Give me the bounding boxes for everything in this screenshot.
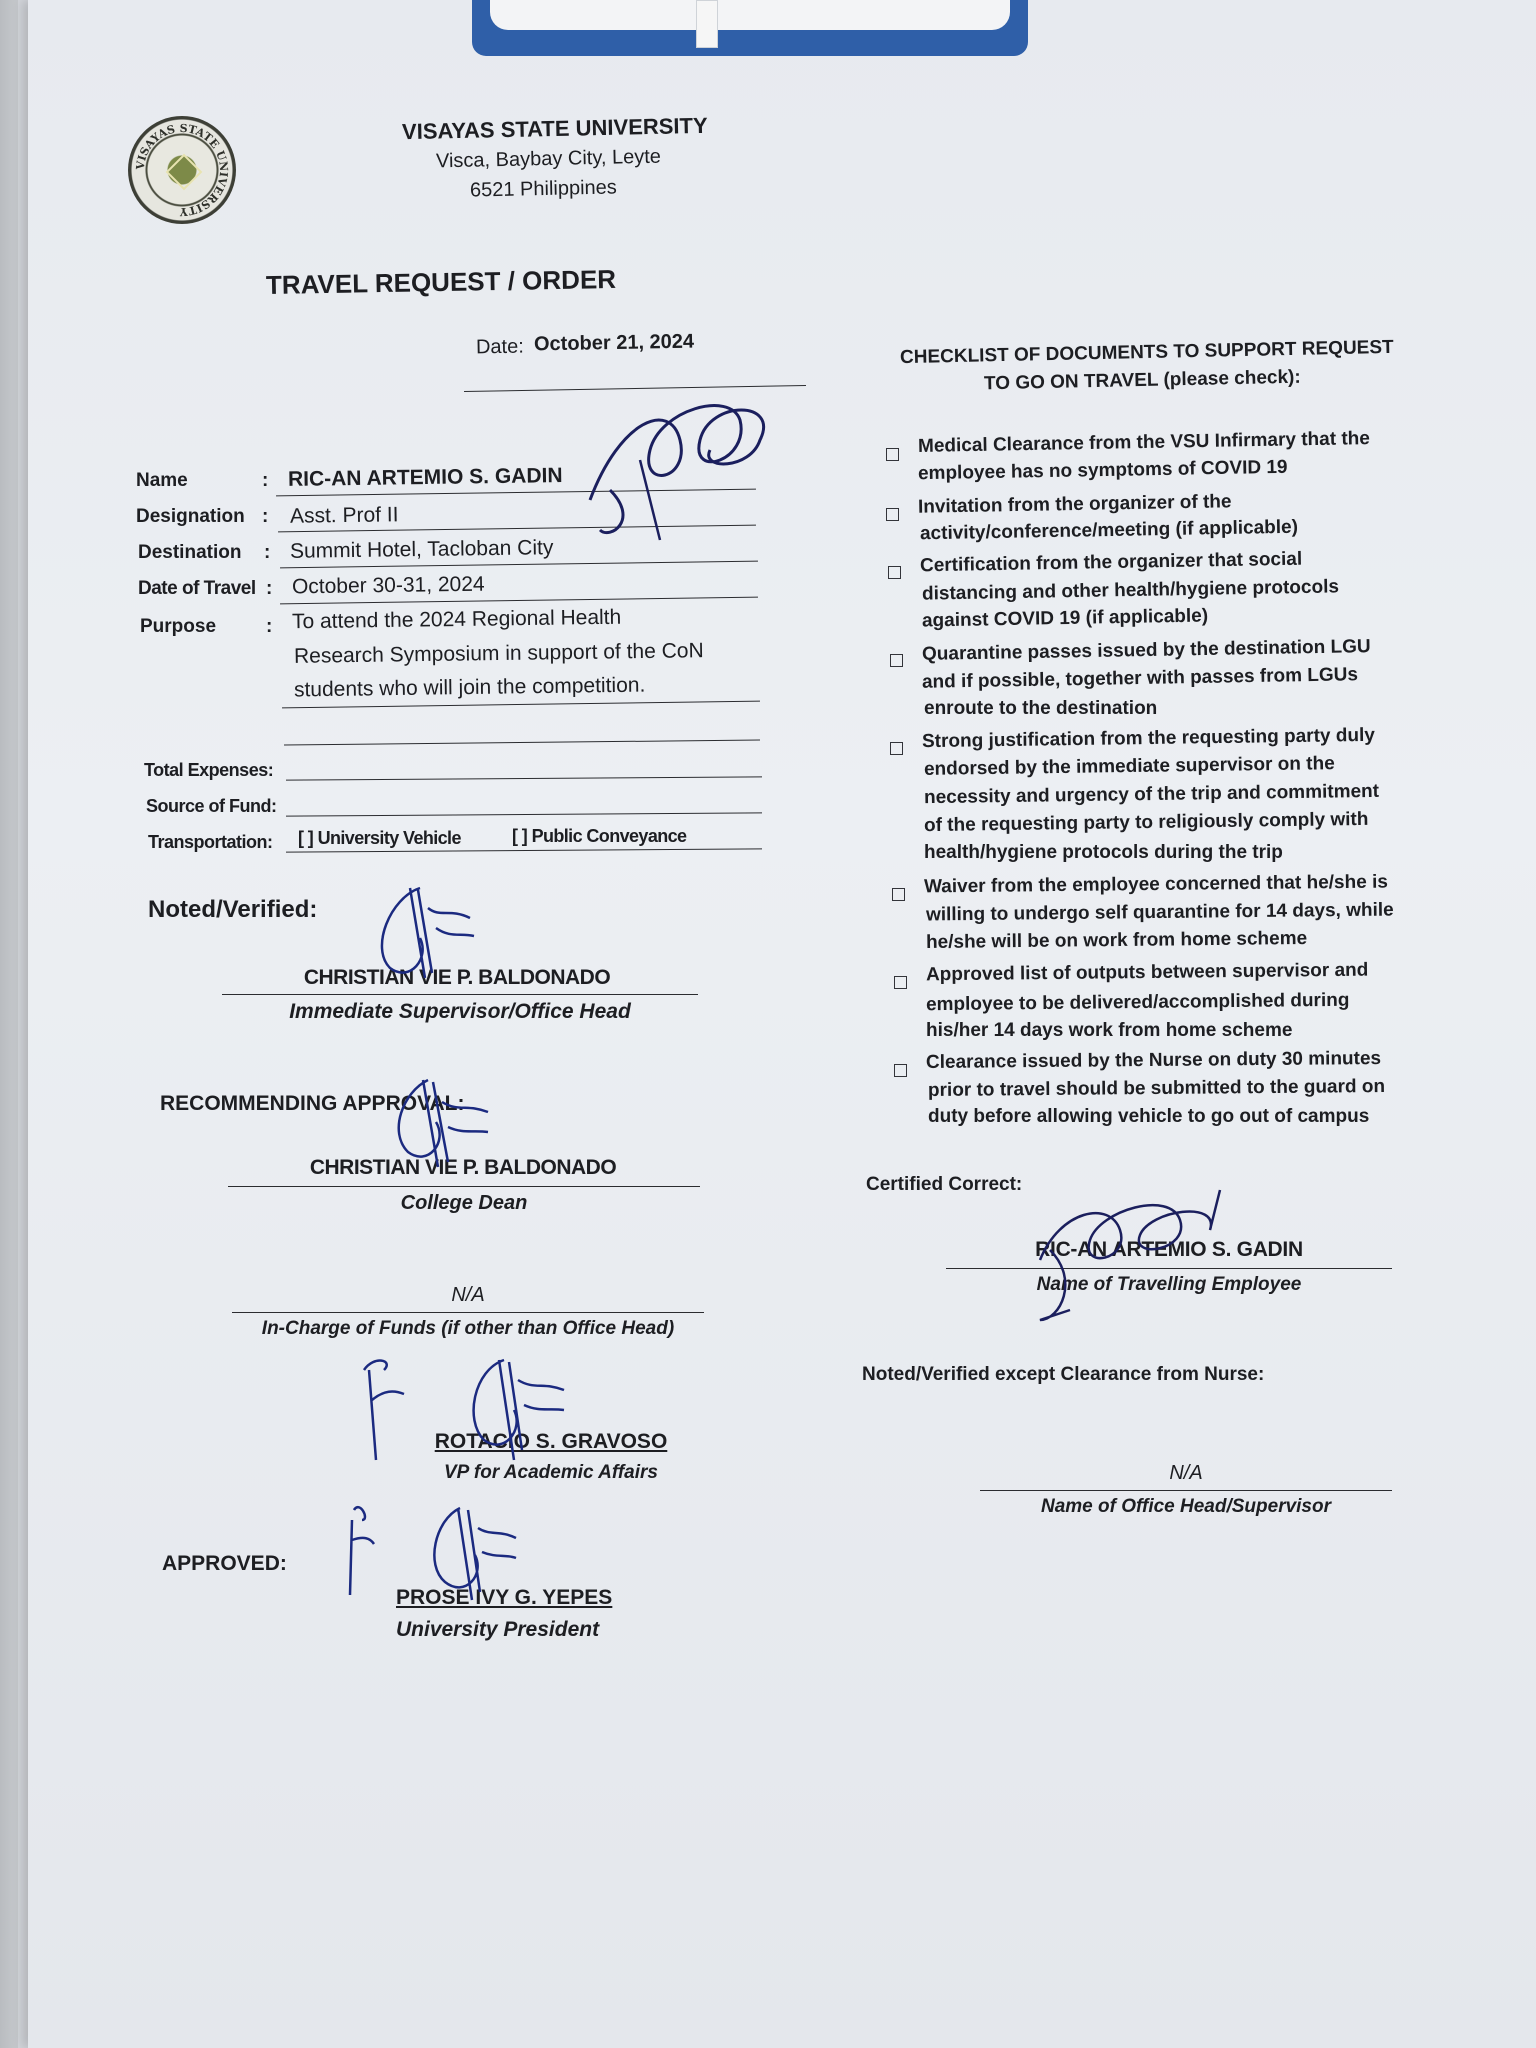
- dean-signature: [378, 1072, 498, 1172]
- recommending-approval-label: RECOMMENDING APPROVAL:: [160, 1092, 465, 1115]
- checklist-item-3-line3: against COVID 19 (if applicable): [921, 605, 1209, 632]
- checklist-item-6-line1: Waiver from the employee concerned that he/she is: [923, 871, 1388, 898]
- checklist-item-5-line5: health/hygiene protocols during the trip: [924, 842, 1283, 863]
- checklist-item-6-line2: willing to undergo self quarantine for 14 days, while: [925, 899, 1394, 926]
- checklist-title-line1: CHECKLIST OF DOCUMENTS TO SUPPORT REQUEST: [899, 336, 1394, 369]
- checklist-checkbox-1[interactable]: [886, 448, 899, 461]
- president-name: PROSE IVY G. YEPES: [396, 1586, 613, 1609]
- transport-option-public-conveyance: [ ] Public Conveyance: [512, 826, 687, 846]
- noted-except-nurse-label: Noted/Verified except Clearance from Nurse:: [862, 1364, 1265, 1385]
- svg-text:VISAYAS STATE UNIVERSITY: [134, 122, 231, 218]
- vp-signature: [354, 1350, 594, 1480]
- date-value: October 21, 2024: [533, 330, 695, 356]
- designation-colon: :: [262, 506, 269, 527]
- seal-text: VISAYAS STATE UNIVERSITY: [133, 121, 231, 219]
- approved-label: APPROVED:: [162, 1552, 287, 1575]
- checklist-item-8-line1: Clearance issued by the Nurse on duty 30 minutes: [925, 1048, 1382, 1073]
- checklist-item-4-line1: Quarantine passes issued by the destination LGU: [921, 636, 1371, 665]
- supervisor-name: CHRISTIAN VIE P. BALDONADO: [303, 966, 611, 989]
- dean-title: College Dean: [400, 1192, 528, 1214]
- date-of-travel-label: Date of Travel: [138, 578, 256, 599]
- purpose-value-line1: To attend the 2024 Regional Health: [291, 605, 622, 634]
- travelling-employee-title: Name of Travelling Employee: [1036, 1274, 1302, 1295]
- destination-label: Destination: [138, 542, 242, 563]
- checklist-item-6-line3: he/she will be on work from home scheme: [925, 928, 1308, 953]
- designation-label: Designation: [136, 506, 245, 527]
- name-label: Name: [136, 470, 188, 491]
- checklist-item-2-line1: Invitation from the organizer of the: [917, 491, 1232, 518]
- purpose-colon: :: [266, 616, 273, 637]
- vp-title: VP for Academic Affairs: [443, 1462, 658, 1483]
- checklist-checkbox-6[interactable]: [892, 888, 905, 901]
- university-name: VISAYAS STATE UNIVERSITY: [401, 112, 708, 145]
- checklist-title-line2: TO GO ON TRAVEL (please check):: [983, 366, 1301, 395]
- checklist-checkbox-2[interactable]: [886, 508, 899, 521]
- form-title: TRAVEL REQUEST / ORDER: [265, 263, 617, 301]
- office-head-title: Name of Office Head/Supervisor: [1040, 1496, 1332, 1517]
- purpose-value-line2: Research Symposium in support of the CoN: [293, 639, 704, 668]
- name-colon: :: [262, 470, 269, 491]
- requester-signature: [580, 380, 800, 550]
- university-address-line2: 6521 Philippines: [469, 176, 617, 202]
- checklist-item-5-line3: necessity and urgency of the trip and commitment: [923, 780, 1380, 809]
- checklist-item-7-line3: his/her 14 days work from home scheme: [926, 1020, 1293, 1041]
- office-head-signature-line: [980, 1490, 1392, 1491]
- travelling-employee-name: RIC-AN ARTEMIO S. GADIN: [1035, 1238, 1303, 1261]
- university-address-line1: Visca, Baybay City, Leyte: [435, 145, 662, 173]
- checklist-checkbox-5[interactable]: [890, 742, 903, 755]
- dean-signature-line: [228, 1186, 700, 1187]
- funds-in-charge-value: N/A: [451, 1284, 485, 1306]
- purpose-value-line3: students who will join the competition.: [293, 673, 646, 702]
- seal-ring-text: [128, 116, 236, 224]
- destination-colon: :: [264, 542, 271, 563]
- office-head-value: N/A: [1169, 1462, 1203, 1484]
- source-of-fund-label: Source of Fund:: [146, 796, 277, 816]
- dean-name: CHRISTIAN VIE P. BALDONADO: [309, 1156, 617, 1179]
- supervisor-signature: [350, 878, 490, 988]
- date-of-travel-value: October 30-31, 2024: [291, 572, 485, 599]
- vp-name: ROTACIO S. GRAVOSO: [434, 1430, 668, 1453]
- checklist-checkbox-7[interactable]: [894, 976, 907, 989]
- purpose-label: Purpose: [140, 616, 217, 637]
- funds-in-charge-title: In-Charge of Funds (if other than Office Head): [261, 1318, 675, 1339]
- destination-value: Summit Hotel, Tacloban City: [289, 536, 554, 563]
- binder-clip-inner: [490, 0, 1010, 30]
- checklist-item-4-line2: and if possible, together with passes from LGUs: [921, 664, 1359, 693]
- checklist-checkbox-8[interactable]: [894, 1064, 907, 1077]
- date-of-travel-colon: :: [266, 578, 273, 599]
- name-value: RIC-AN ARTEMIO S. GADIN: [287, 464, 563, 491]
- president-signature: [340, 1500, 540, 1610]
- funds-signature-line: [232, 1312, 704, 1313]
- total-expenses-label: Total Expenses:: [144, 760, 274, 780]
- designation-value: Asst. Prof II: [289, 503, 399, 528]
- checklist-item-7-line1: Approved list of outputs between supervisor and: [925, 959, 1369, 986]
- certified-correct-label: Certified Correct:: [866, 1174, 1023, 1195]
- checklist-item-3-line1: Certification from the organizer that social: [919, 548, 1303, 577]
- checklist-item-1-line1: Medical Clearance from the VSU Infirmary that the: [917, 428, 1371, 457]
- employee-certification-signature: [1020, 1180, 1250, 1330]
- date-label: Date:: [475, 335, 524, 359]
- checklist-item-3-line2: distancing and other health/hygiene protocols: [921, 576, 1340, 605]
- checklist-item-4-line3: enroute to the destination: [924, 698, 1158, 719]
- checklist-item-8-line3: duty before allowing vehicle to go out of campus: [928, 1106, 1370, 1127]
- supervisor-signature-line: [222, 994, 698, 995]
- noted-verified-label: Noted/Verified:: [148, 896, 318, 923]
- checklist-item-2-line2: activity/conference/meeting (if applicable): [919, 516, 1299, 545]
- checklist-item-5-line2: endorsed by the immediate supervisor on the: [923, 753, 1335, 780]
- checklist-checkbox-3[interactable]: [888, 566, 901, 579]
- checklist-checkbox-4[interactable]: [890, 654, 903, 667]
- binder-clip-tab: [696, 0, 718, 48]
- checklist-item-7-line2: employee to be delivered/accomplished during: [925, 989, 1350, 1016]
- checklist-item-8-line2: prior to travel should be submitted to the guard on: [927, 1076, 1386, 1101]
- supervisor-title: Immediate Supervisor/Office Head: [289, 1000, 631, 1023]
- president-title: University President: [396, 1618, 600, 1641]
- transport-option-university-vehicle: [ ] University Vehicle: [298, 828, 461, 848]
- checklist-item-5-line4: of the requesting party to religiously comply with: [923, 808, 1369, 837]
- checklist-item-1-line2: employee has no symptoms of COVID 19: [917, 456, 1288, 485]
- transportation-label: Transportation:: [148, 832, 273, 852]
- checklist-item-5-line1: Strong justification from the requesting party duly: [921, 724, 1375, 753]
